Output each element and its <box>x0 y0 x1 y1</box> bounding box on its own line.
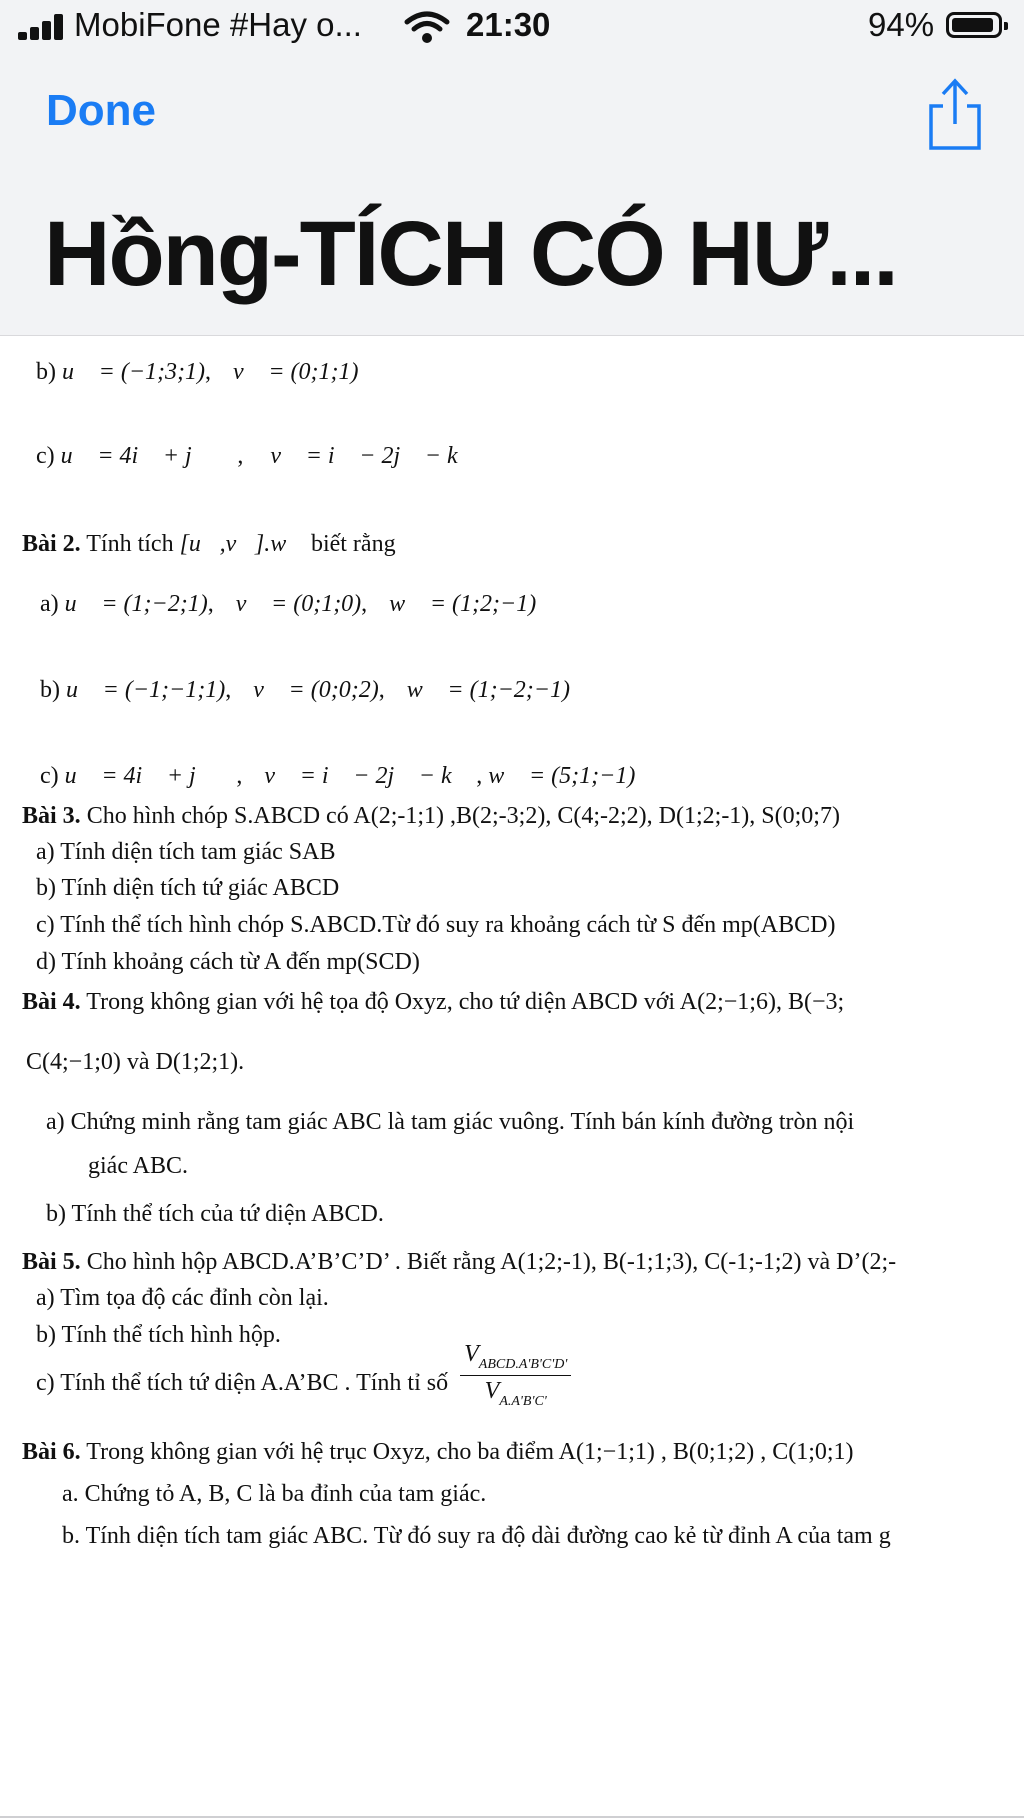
exercise5-item-b: b) Tính thể tích hình hộp. <box>36 1322 281 1348</box>
exercise5-item-c: c) Tính thể tích tứ diện A.A’BC . Tính tỉ số $\frac{V_{ABCD.A'B'C'D'}}{V_{A.A'B'C'}}$ <box>36 1360 571 1409</box>
cellular-signal-icon <box>18 14 68 40</box>
exercise5-heading: Bài 5. Cho hình hộp ABCD.A’B’C’D’ . Biết rằng A(1;2;-1), B(-1;1;3), C(-1;-1;2) và D’(2;- <box>22 1249 897 1275</box>
exercise2-item-a: a) u⃗ = (1;−2;1), v⃗ = (0;1;0), w⃗ = (1;2;−1) <box>40 591 537 617</box>
document-page[interactable] <box>0 336 1024 1820</box>
document-title: Hồng-TÍCH CÓ HƯ... <box>44 203 897 305</box>
exercise4-item-a: a) Chứng minh rằng tam giác ABC là tam giác vuông. Tính bán kính đường tròn nội <box>46 1109 855 1135</box>
exercise5-item-a: a) Tìm tọa độ các đỉnh còn lại. <box>36 1285 329 1311</box>
exercise4-item-a-cont: giác ABC. <box>88 1153 188 1179</box>
battery-percentage: 94% <box>868 6 935 43</box>
carrier-name: MobiFone #Hay o... <box>74 6 362 43</box>
exercise1-item-b: b) u⃗ = (−1;3;1), v⃗ = (0;1;1) <box>36 359 359 385</box>
exercise4-continuation: C(4;−1;0) và D(1;2;1). <box>26 1049 245 1075</box>
done-button[interactable]: Done <box>46 86 156 135</box>
exercise2-heading: Bài 2. Tính tích [u⃗,v⃗].w⃗ biết rằng <box>22 531 396 557</box>
status-bar <box>0 0 1024 56</box>
exercise3-item-d: d) Tính khoảng cách từ A đến mp(SCD) <box>36 949 420 975</box>
exercise3-heading: Bài 3. Cho hình chóp S.ABCD có A(2;-1;1) ,B(2;-3;2), C(4;-2;2), D(1;2;-1), S(0;0;7) <box>22 803 840 829</box>
exercise1-item-c: c) u⃗ = 4i⃗ + j⃗ , v⃗ = i⃗ − 2j⃗ − k⃗ <box>36 443 477 469</box>
exercise6-heading: Bài 6. Trong không gian với hệ trục Oxyz, cho ba điểm A(1;−1;1) , B(0;1;2) , C(1;0;1) <box>22 1439 854 1465</box>
exercise6-item-a: a. Chứng tỏ A, B, C là ba đỉnh của tam giác. <box>62 1481 487 1507</box>
exercise3-item-b: b) Tính diện tích tứ giác ABCD <box>36 875 340 901</box>
share-icon[interactable] <box>926 76 984 152</box>
exercise6-item-b: b. Tính diện tích tam giác ABC. Từ đó suy ra độ dài đường cao kẻ từ đỉnh A của tam g <box>62 1523 891 1549</box>
exercise2-item-b: b) u⃗ = (−1;−1;1), v⃗ = (0;0;2), w⃗ = (1;−2;−1) <box>40 677 570 703</box>
status-time: 21:30 <box>466 6 551 43</box>
volume-ratio-fraction: $\frac{V_{ABCD.A'B'C'D'}}{V_{A.A'B'C'}}$ <box>460 1342 571 1409</box>
exercise3-item-c: c) Tính thể tích hình chóp S.ABCD.Từ đó suy ra khoảng cách từ S đến mp(ABCD) <box>36 912 836 938</box>
exercise4-item-b: b) Tính thể tích của tứ diện ABCD. <box>46 1201 384 1227</box>
page-divider <box>0 1816 1024 1818</box>
navigation-header <box>0 0 1024 336</box>
exercise3-item-a: a) Tính diện tích tam giác SAB <box>36 839 336 865</box>
exercise2-item-c: c) u⃗ = 4i⃗ + j⃗ , v⃗ = i⃗ − 2j⃗ − k⃗ , w⃗ = (5;1;−1) <box>40 763 636 789</box>
wifi-icon <box>404 10 450 44</box>
battery-icon <box>946 12 1002 38</box>
exercise4-heading: Bài 4. Trong không gian với hệ tọa độ Oxyz, cho tứ diện ABCD với A(2;−1;6), B(−3; <box>22 989 845 1015</box>
